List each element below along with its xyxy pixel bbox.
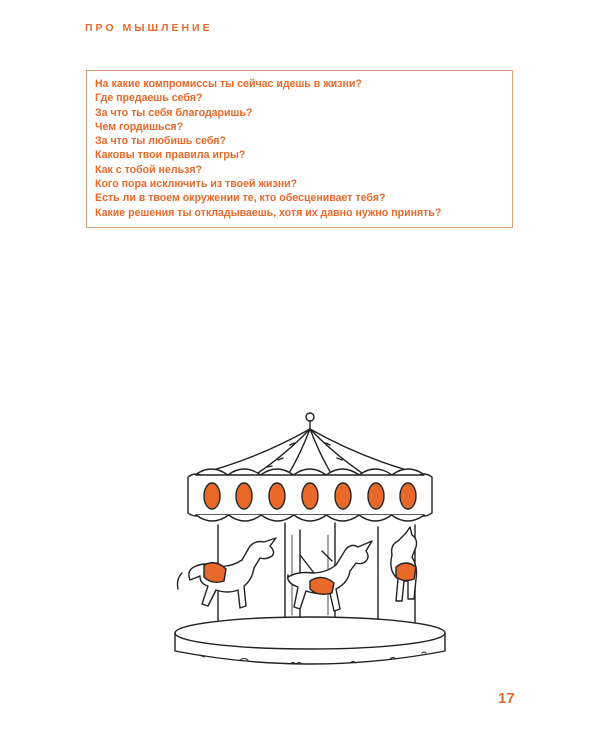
question-item: Как с тобой нельзя? [95,163,203,176]
running-head: ПРО МЫШЛЕНИЕ [85,22,213,34]
question-item: Каковы твои правила игры? [95,149,246,162]
carousel-band [188,474,432,521]
question-item: За что ты себя благодаришь? [95,106,253,119]
carousel-illustration [160,405,450,690]
unicorn-left [178,538,277,608]
carousel-finial [306,413,314,421]
question-item: Где предаешь себя? [95,92,203,105]
question-item: На какие компромиссы ты сейчас идешь в жизни? [95,78,362,90]
question-item: Какие решения ты откладываешь, хотя их давно нужно принять? [95,206,442,219]
question-item: За что ты любишь себя? [95,135,226,148]
page-number: 17 [498,690,515,707]
questions-box [86,70,513,228]
question-item: Кого пора исключить из твоей жизни? [95,178,298,191]
carousel-platform [175,617,445,664]
question-item: Чем гордишься? [95,120,184,133]
unicorn-right [391,527,417,601]
carousel-canopy [195,429,425,475]
question-item: Есть ли в твоем окружении те, кто обесценивает тебя? [95,192,386,205]
